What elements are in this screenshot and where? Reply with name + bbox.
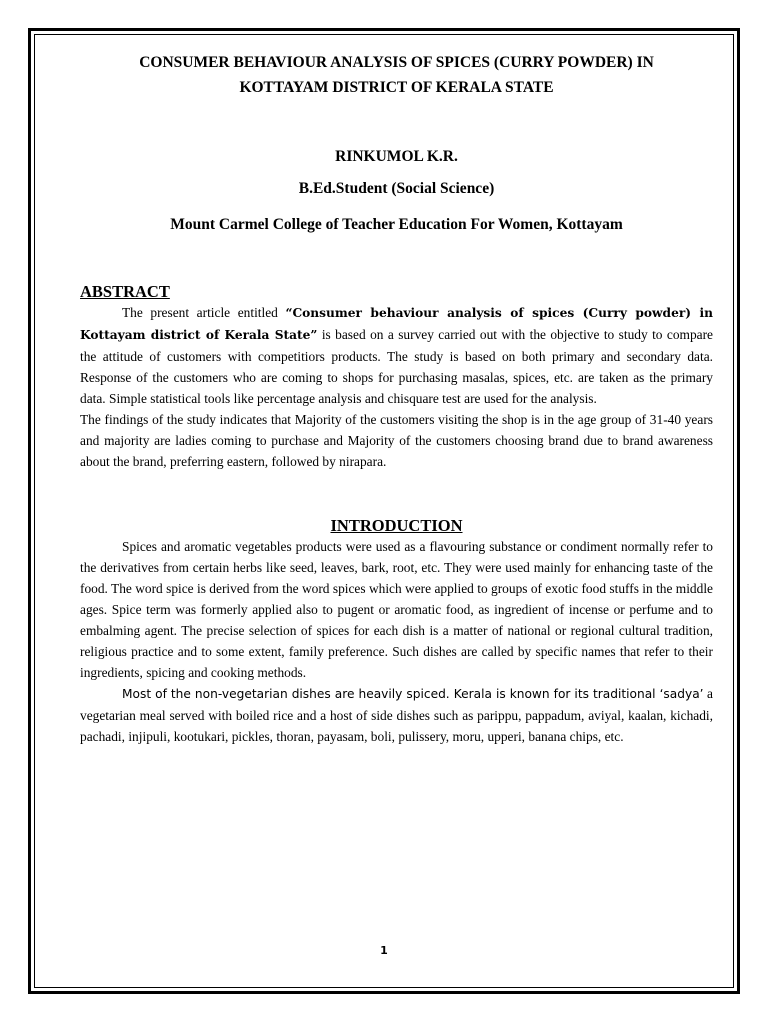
title-line-1: CONSUMER BEHAVIOUR ANALYSIS OF SPICES (CURRY POWDER) IN — [139, 54, 654, 71]
intro-p2-kerala: Kerala is known for its traditional ‘sadya’ — [453, 687, 704, 701]
title-line-2: KOTTAYAM DISTRICT OF KERALA STATE — [239, 79, 554, 96]
author-name: RINKUMOL K.R. — [335, 148, 458, 165]
introduction-paragraph-2 — [80, 683, 713, 747]
document-title — [80, 50, 713, 100]
introduction-heading: INTRODUCTION — [330, 516, 463, 535]
page-content — [80, 50, 713, 747]
introduction-paragraph-1: Spices and aromatic vegetables products were used as a flavouring substance or condiment normally refer to the derivatives from certain herbs like seed, leaves, bark, root, etc. They were used mainly for enhancing taste of the food. The word spice is derived from the word spices which were applied to groups of exotic food stuffs in the middle ages. Spice term was formerly applied also to pugent or aromatic food, as ingredient of incense or perfume and to embalming agent. The precise selection of spices for each dish is a matter of national or regional cultural tradition, religious practice and to some extent, family preference. Such dishes are called by specific names that refer to their ingredients, spicing and cooking methods. — [80, 539, 713, 680]
abstract-heading: ABSTRACT — [80, 282, 170, 301]
abstract-p1-rest: is based on a survey carried out with the objective to study to compare the attitude of customers with competitiors products. The study is based on both primary and secondary data. Response of the customers who are coming to shops for purchasing masalas, spices, etc. are taken as the primary data. Simple statistical tools like percentage analysis and chisquare test are used for the analysis. — [80, 327, 713, 406]
article-title-quote: “Consumer behaviour analysis of spices (Curry powder) in Kottayam district of Kerala State” — [80, 306, 713, 342]
abstract-p1-lead: The present article entitled — [122, 305, 286, 320]
abstract-paragraph-2: The findings of the study indicates that Majority of the customers visiting the shop is in the age group of 31-40 years and majority are ladies coming to purchase and Majority of the customers choosing brand due to brand awareness about the brand, preferring eastern, followed by nirapara. — [80, 412, 713, 469]
intro-p2-lead: Most of the non-vegetarian dishes are heavily spiced. — [122, 687, 454, 701]
author-degree: B.Ed.Student (Social Science) — [298, 180, 495, 197]
abstract-paragraph-1 — [80, 302, 713, 409]
author-institution: Mount Carmel College of Teacher Education For Women, Kottayam — [170, 216, 623, 233]
intro-p2-rest: a vegetarian meal served with boiled rice and a host of side dishes such as parippu, pappadum, aviyal, kaalan, kichadi, pachadi, injipuli, kootukari, pickles, thoran, payasam, boli, pulissery, moru, upperi, banana chips, etc. — [80, 686, 713, 744]
page-number: 1 — [380, 944, 388, 957]
